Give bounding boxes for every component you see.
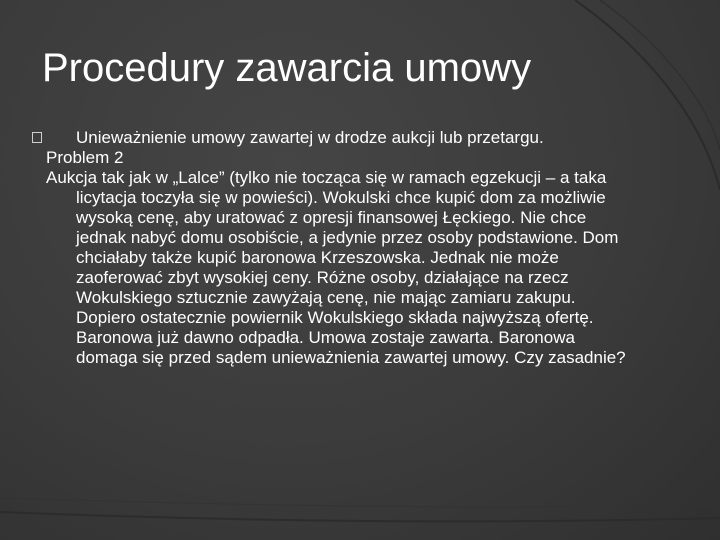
problem-line: Problem 2 [46,148,124,167]
bullet-item [46,128,626,148]
slide-title: Procedury zawarcia umowy [42,46,532,90]
case-description: Aukcja tak jak w „Lalce” (tylko nie tocząca się w ramach egzekucji – a taka licytacja toczyła się w powieści). Wokulski chce kupić dom za możliwie wysoką cenę, aby uratować z opresji finansowej Łęckiego. Nie chce jednak nabyć domu osobiście, a jedynie przez osoby podstawione. Dom chciałaby także kupić baronowa Krzeszowska. Jednak nie może zaoferować zbyt wysokiej ceny. Różne osoby, działające na rzecz Wokulskiego sztucznie zawyżają cenę, nie mając zamiaru zakupu. Dopiero ostatecznie powiernik Wokulskiego składa najwyższą ofertę. Baronowa już dawno odpadła. Umowa zostaje zawarta. Baronowa domaga się przed sądem unieważnienia zawartej umowy. Czy zasadnie? [46,168,626,367]
bullet-text: Unieważnienie umowy zawartej w drodze aukcji lub przetargu. [76,128,544,147]
square-bullet-icon [32,132,42,143]
slide-body [46,128,626,368]
